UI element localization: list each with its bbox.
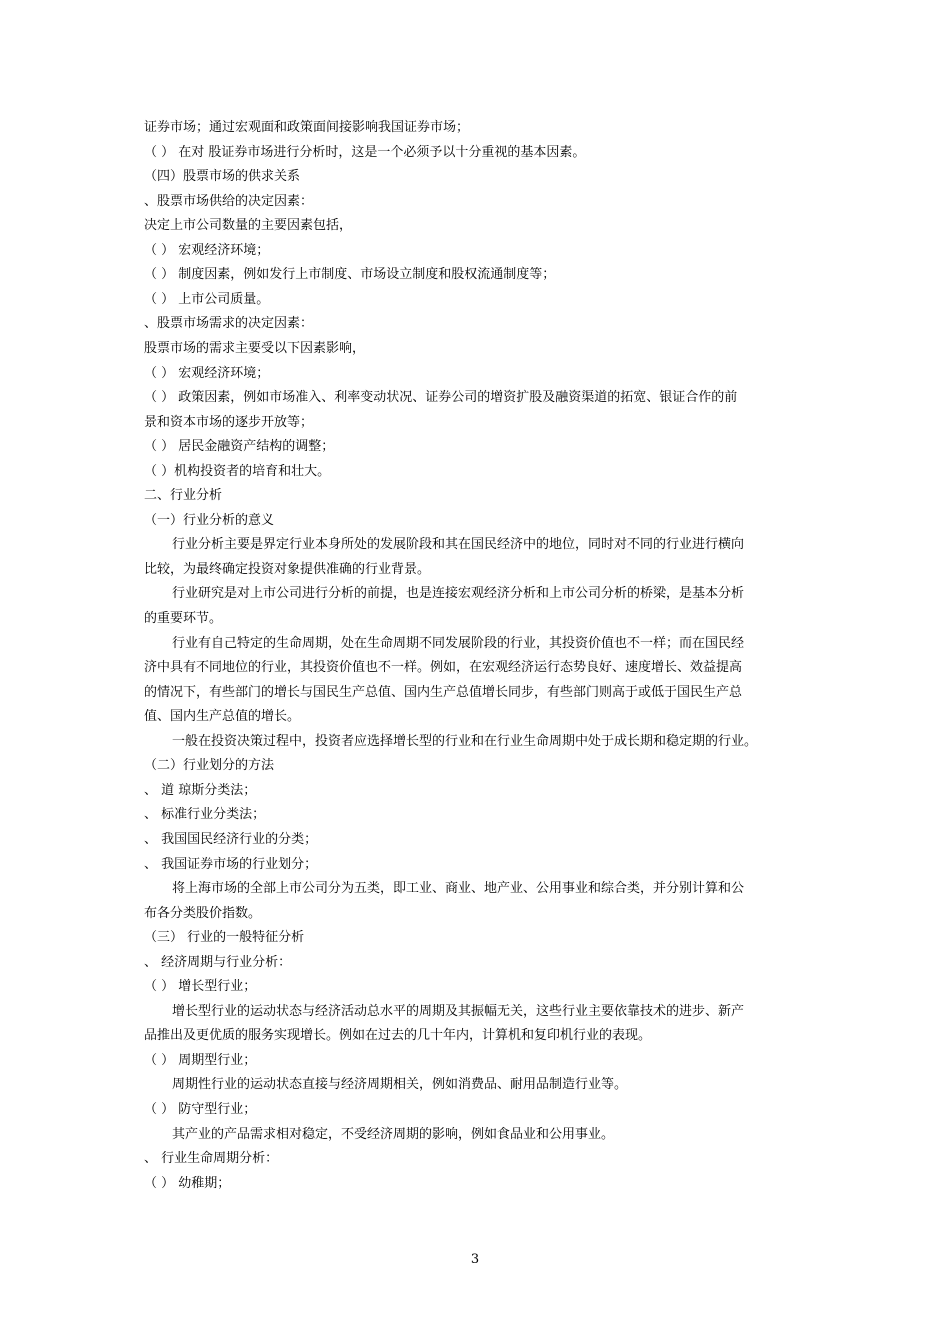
text-line: （ ） 防守型行业； [144, 1102, 257, 1117]
text-line: （ ） 增长型行业； [144, 979, 257, 995]
text-line: 、 标准行业分类法； [144, 807, 266, 823]
text-line: （三） 行业的一般特征分析 [144, 930, 305, 946]
text-line: 、 道 琼斯分类法； [144, 782, 257, 798]
text-line: （ ）机构投资者的培育和壮大。 [144, 463, 331, 479]
text-line: 、 经济周期与行业分析： [144, 954, 292, 970]
text-line: 比较，为最终确定投资对象提供准确的行业背景。 [144, 561, 431, 577]
text-line: 的重要环节。 [144, 611, 223, 626]
text-line: （ ） 制度因素，例如发行上市制度、市场设立制度和股权流通制度等； [144, 267, 556, 283]
text-line: （ ） 周期型行业； [144, 1052, 257, 1068]
text-line: 、 我国证券市场的行业划分； [144, 856, 318, 872]
text-line: 、 行业生命周期分析： [144, 1151, 279, 1167]
text-line: 、股票市场供给的决定因素： [144, 193, 314, 209]
text-line: （ ） 上市公司质量。 [144, 291, 270, 307]
text-line: 行业分析主要是界定行业本身所处的发展阶段和其在国民经济中的地位，同时对不同的行业进行横向 [172, 537, 745, 553]
text-line: 行业研究是对上市公司进行分析的前提，也是连接宏观经济分析和上市公司分析的桥梁，是基本分析 [172, 586, 745, 602]
text-line: 布各分类股价指数。 [144, 905, 262, 921]
text-line: 增长型行业的运动状态与经济活动总水平的周期及其振幅无关，这些行业主要依靠技术的进步、新产 [172, 1003, 745, 1019]
text-line: 品推出及更优质的服务实现增长。例如在过去的几十年内，计算机和复印机行业的表现。 [144, 1028, 652, 1044]
text-line: 、 我国国民经济行业的分类； [144, 831, 318, 847]
text-line: （ ） 居民金融资产结构的调整； [144, 439, 335, 455]
text-line: 值、国内生产总值的增长。 [144, 709, 301, 725]
text-line: 周期性行业的运动状态直接与经济周期相关，例如消费品、耐用品制造行业等。 [172, 1077, 628, 1093]
text-line: 证券市场；通过宏观面和政策面间接影响我国证券市场； [144, 120, 470, 135]
text-line: （ ） 政策因素，例如市场准入、利率变动状况、证券公司的增资扩股及融资渠道的拓宽、银证合作的前 [144, 390, 738, 406]
text-line: 的情况下，有些部门的增长与国民生产总值、国内生产总值增长同步，有些部门则高于或低于国民生产总 [144, 684, 743, 700]
text-line: 股票市场的需求主要受以下因素影响， [144, 340, 366, 356]
text-line: （四）股票市场的供求关系 [144, 169, 301, 185]
text-line: 一般在投资决策过程中，投资者应选择增长型的行业和在行业生命周期中处于成长期和稳定期的行业。 [172, 733, 758, 749]
text-line: （ ） 宏观经济环境； [144, 242, 270, 258]
text-line: 决定上市公司数量的主要因素包括， [144, 218, 353, 234]
text-line: （一）行业分析的意义 [144, 512, 275, 528]
text-line: （ ） 在对 股证券市场进行分析时，这是一个必须予以十分重视的基本因素。 [144, 144, 586, 160]
text-line: （二）行业划分的方法 [144, 758, 275, 774]
text-line: （ ） 宏观经济环境； [144, 365, 270, 381]
text-line: （ ） 幼稚期； [144, 1175, 231, 1191]
text-line: 其产业的产品需求相对稳定，不受经济周期的影响，例如食品业和公用事业。 [172, 1126, 615, 1142]
text-line: 二、行业分析 [144, 488, 223, 504]
text-line: 济中具有不同地位的行业，其投资价值也不一样。例如，在宏观经济运行态势良好、速度增长、效益提高 [144, 660, 743, 676]
text-line: 景和资本市场的逐步开放等； [144, 414, 314, 430]
page-number: 3 [470, 1252, 480, 1267]
text-line: 行业有自己特定的生命周期，处在生命周期不同发展阶段的行业，其投资价值也不一样；而在国民经 [172, 635, 745, 651]
text-line: 、股票市场需求的决定因素： [144, 316, 314, 332]
text-line: 将上海市场的全部上市公司分为五类，即工业、商业、地产业、公用事业和综合类，并分别计算和公 [172, 881, 745, 897]
